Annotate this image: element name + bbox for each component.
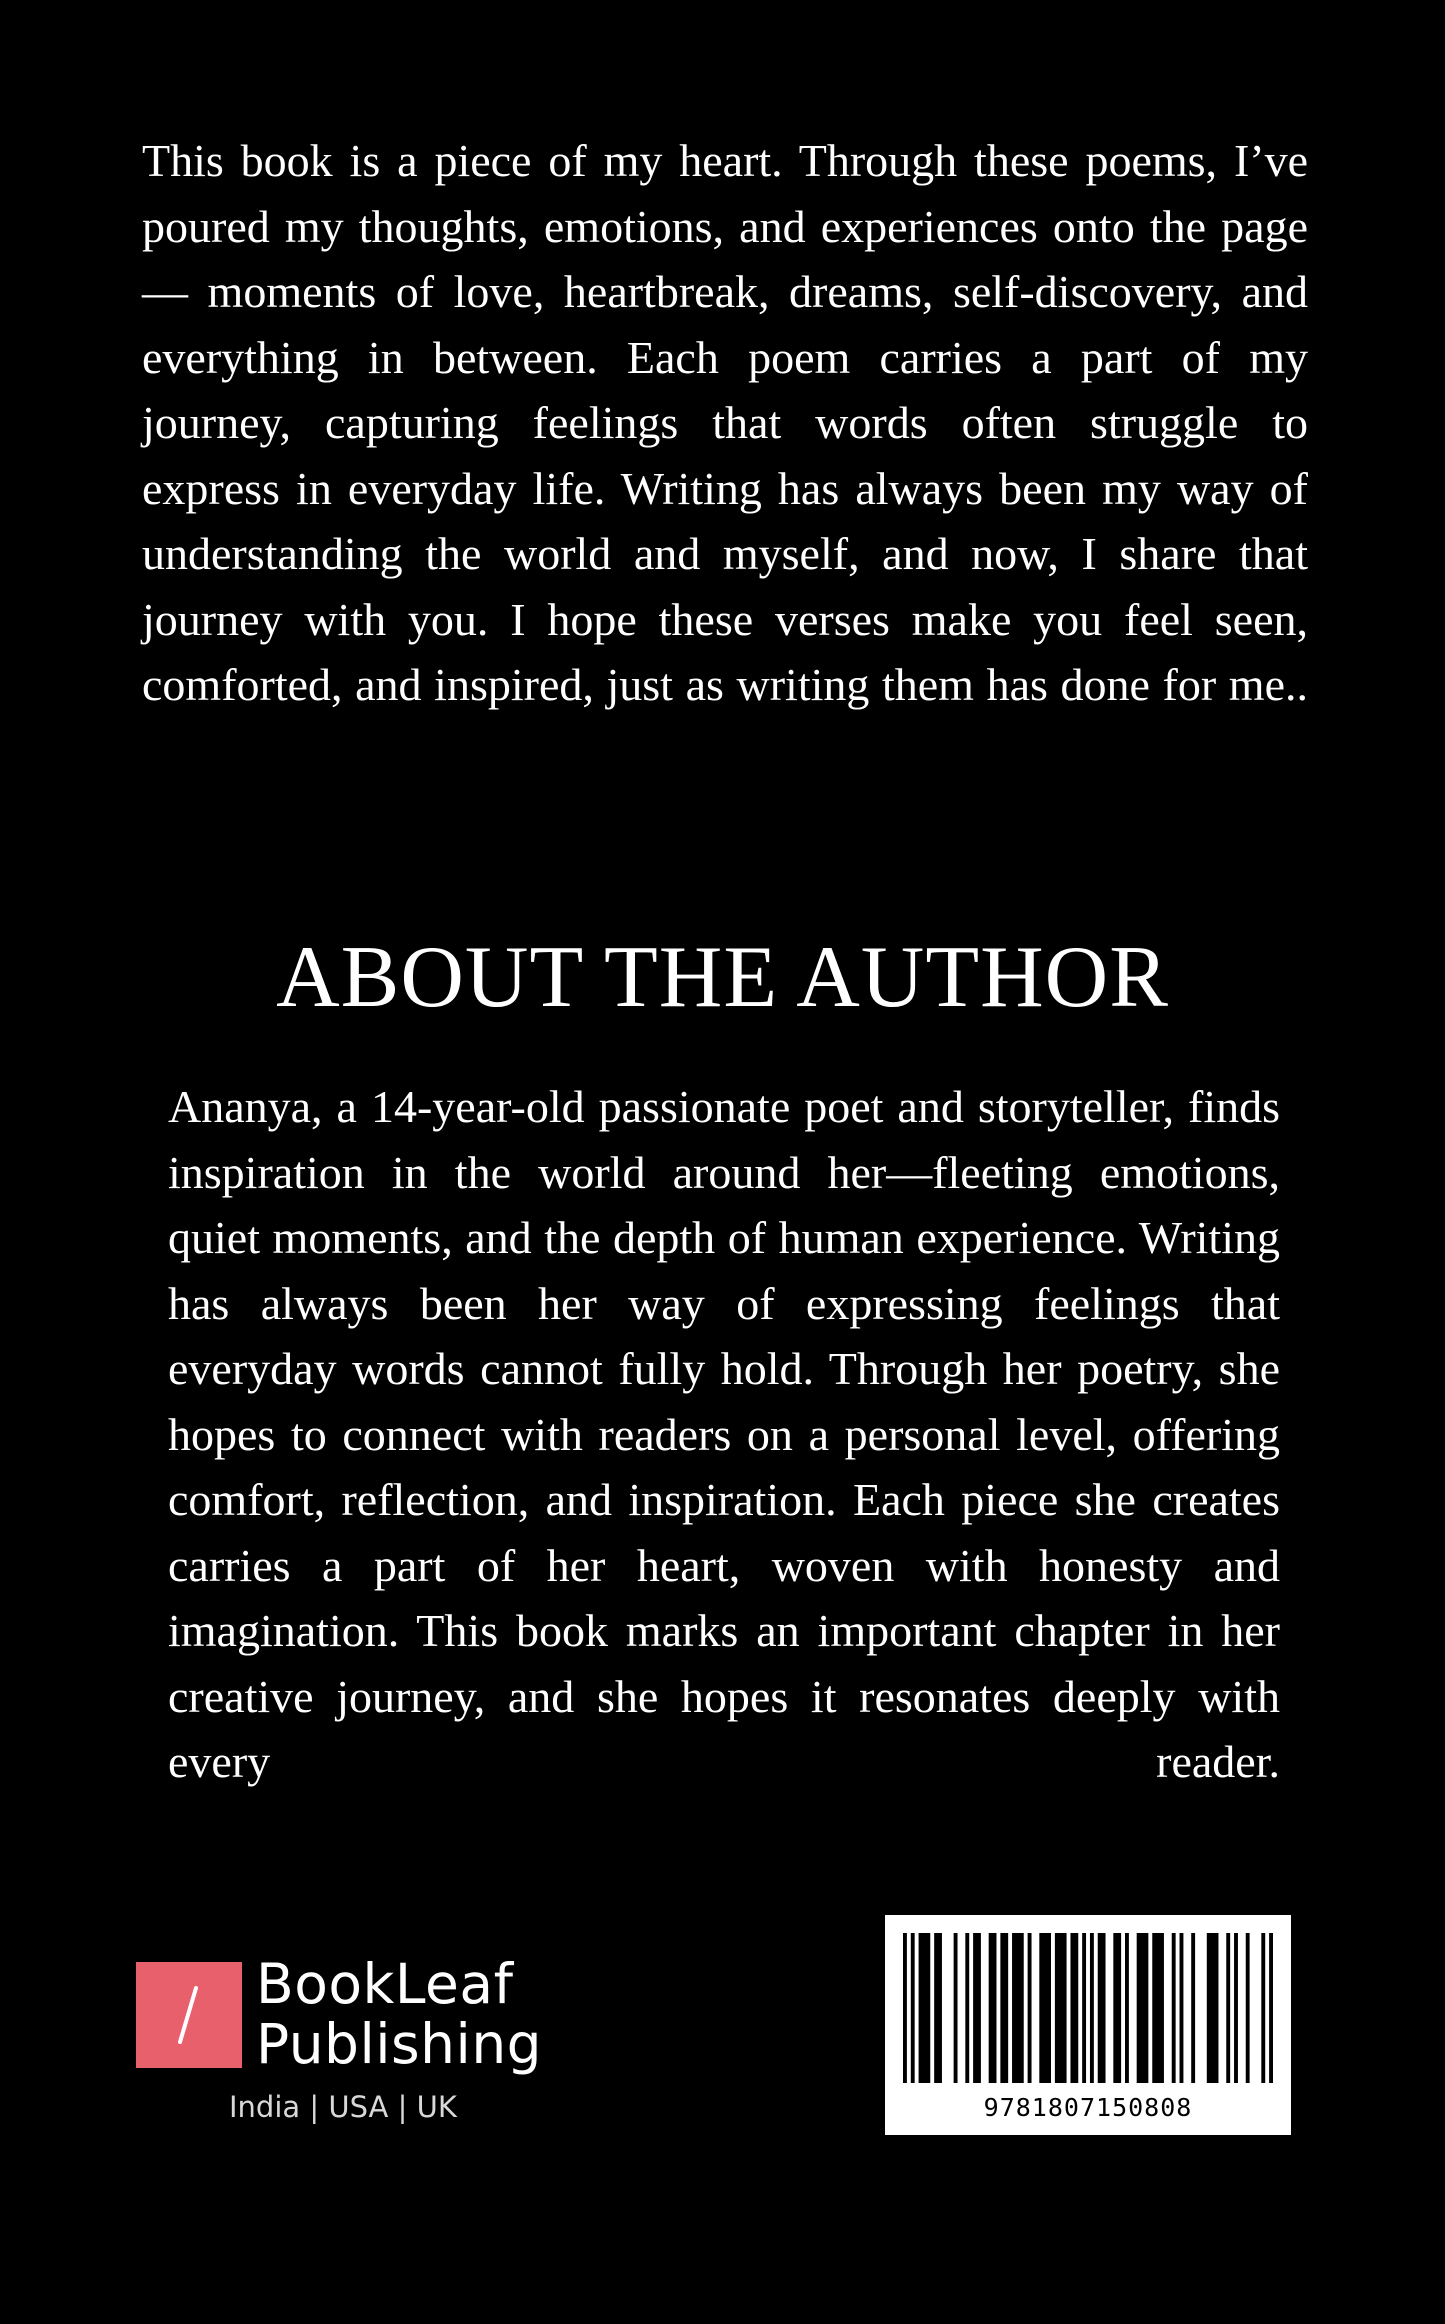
barcode-bar (1191, 1933, 1195, 2083)
barcode-bar (1172, 1933, 1176, 2083)
barcode-bar (1226, 1933, 1230, 2083)
barcode-bar (1070, 1933, 1078, 2083)
barcode-bar (1261, 1933, 1265, 2083)
author-bio: Ananya, a 14-year-old passionate poet and storyteller, finds inspiration in the world around her—fleeting emotions, quiet moments, and the depth of human experience. Writing has always been her way of expressing feelings that everyday words cannot fully hold. Through her poetry, she hopes to connect with readers on a personal level, offering comfort, reflection, and inspiration. Each piece she creates carries a part of her heart, woven with honesty and imagination. This book marks an important chapter in her creative journey, and she hopes it resonates deeply with every reader. (168, 1081, 1280, 1787)
publisher-name-line2: Publishing (256, 2012, 543, 2076)
barcode-bar (919, 1933, 931, 2083)
barcode-bar (989, 1933, 997, 2083)
barcode-bar (934, 1933, 942, 2083)
isbn-number: 9781807150808 (983, 2093, 1193, 2122)
back-cover-blurb: This book is a piece of my heart. Through these poems, I’ve poured my thoughts, emotions, and experiences onto the page — moments of love, heartbreak, dreams, self-discovery, and everything in between. Each poem carries a part of my journey, capturing feelings that words often struggle to express in everyday life. Writing has always been my way of understanding the world and myself, and now, I share that journey with you. I hope these verses make you feel seen, comforted, and inspired, just as writing them has done for me.. (142, 135, 1308, 710)
barcode-bar (1113, 1933, 1121, 2083)
barcode-bar (1269, 1933, 1273, 2083)
publisher-name (256, 1954, 542, 2074)
slash-icon (136, 1962, 242, 2068)
barcode-bars (903, 1933, 1273, 2083)
publisher-name-line1: BookLeaf (256, 1952, 514, 2016)
barcode-bar (965, 1933, 969, 2083)
barcode-bar (1207, 1933, 1219, 2083)
barcode-bar (1012, 1933, 1024, 2083)
about-the-author-heading: ABOUT THE AUTHOR (276, 929, 1169, 1026)
barcode-bar (1246, 1933, 1250, 2083)
barcode-bar (1082, 1933, 1086, 2083)
barcode-bar (1137, 1933, 1149, 2083)
publisher-regions: India | USA | UK (229, 2090, 457, 2124)
barcode-bar (1125, 1933, 1129, 2083)
barcode-bar (1090, 1933, 1094, 2083)
barcode-bar (903, 1933, 907, 2083)
barcode-bar (911, 1933, 915, 2083)
isbn-barcode (885, 1915, 1291, 2135)
barcode-bar (973, 1933, 981, 2083)
publisher-logo (136, 1952, 556, 2132)
barcode-bar (1234, 1933, 1238, 2083)
barcode-bar (1028, 1933, 1032, 2083)
barcode-bar (1055, 1933, 1067, 2083)
barcode-bar (1000, 1933, 1008, 2083)
barcode-bar (1098, 1933, 1106, 2083)
barcode-bar (1039, 1933, 1051, 2083)
barcode-bar (954, 1933, 958, 2083)
barcode-bar (1152, 1933, 1164, 2083)
barcode-bar (1180, 1933, 1184, 2083)
